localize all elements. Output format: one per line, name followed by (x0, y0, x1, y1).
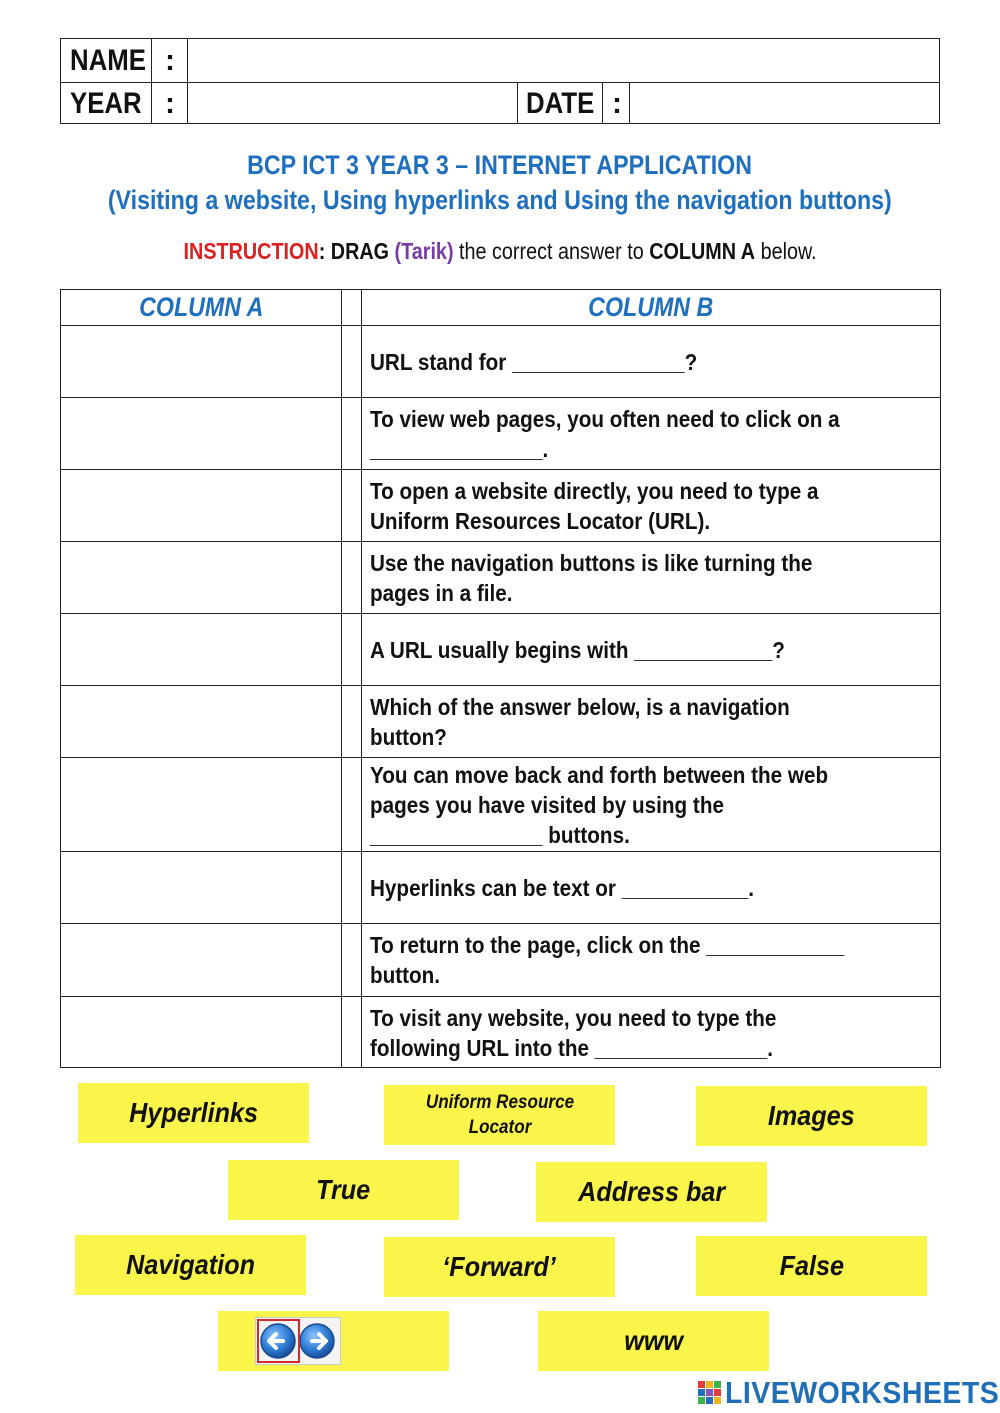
answer-drop-zone[interactable] (61, 997, 341, 1068)
instruction-tarik: (Tarik) (394, 238, 454, 264)
question-cell (370, 997, 936, 1068)
question-text: To view web pages, you often need to click on a _______________. (370, 405, 840, 462)
question-text: To return to the page, click on the ____________ button. (370, 932, 845, 988)
name-colon: : (165, 44, 175, 77)
answer-drop-zone[interactable] (61, 924, 341, 996)
worksheet-subtitle: (Visiting a website, Using hyperlinks and Using the navigation buttons) (108, 185, 892, 215)
question-text: Which of the answer below, is a navigation button? (370, 693, 790, 750)
answer-card-true[interactable]: True (228, 1160, 459, 1220)
year-date-row (61, 82, 939, 124)
worksheet-title: BCP ICT 3 YEAR 3 – INTERNET APPLICATION (247, 150, 753, 180)
question-text: URL stand for _______________? (370, 348, 698, 375)
date-field[interactable] (630, 82, 940, 124)
question-cell (370, 686, 936, 757)
matching-table (60, 289, 941, 1068)
answer-drop-zone[interactable] (61, 326, 341, 397)
answer-drop-zone[interactable] (61, 852, 341, 923)
question-text: To visit any website, you need to type the following URL into the _______________. (370, 1004, 777, 1061)
name-row (61, 39, 939, 83)
answer-card-images[interactable]: Images (696, 1086, 927, 1146)
answer-drop-zone[interactable] (61, 614, 341, 685)
year-label: YEAR (70, 87, 142, 120)
question-text: Hyperlinks can be text or ___________. (370, 874, 754, 901)
forward-arrow-icon (298, 1322, 336, 1360)
answer-card-navigation-icons[interactable] (218, 1311, 449, 1371)
answer-card-address-bar[interactable]: Address bar (536, 1162, 767, 1222)
question-cell (370, 326, 936, 397)
question-cell (370, 924, 936, 996)
question-text: To open a website directly, you need to type a Uniform Resources Locator (URL). (370, 477, 819, 534)
student-info-table (60, 38, 940, 124)
answer-drop-zone[interactable] (61, 470, 341, 541)
liveworksheets-logo-text: LIVEWORKSHEETS (725, 1375, 1000, 1410)
question-cell (370, 852, 936, 923)
instruction-drag: DRAG (330, 238, 389, 264)
answer-card-navigation[interactable]: Navigation (75, 1235, 306, 1295)
date-colon: : (612, 87, 622, 120)
question-text: A URL usually begins with ____________? (370, 636, 785, 663)
instruction-label: INSTRUCTION (183, 238, 319, 264)
answer-drop-zone[interactable] (61, 398, 341, 469)
question-cell (370, 542, 936, 613)
question-cell (370, 758, 936, 851)
question-text: Use the navigation buttons is like turning the pages in a file. (370, 549, 813, 606)
answer-card-www[interactable]: www (538, 1311, 769, 1371)
back-forward-icons (255, 1317, 341, 1365)
answer-card-forward[interactable]: ‘Forward’ (384, 1237, 615, 1297)
date-label: DATE (526, 87, 595, 120)
column-a-header: COLUMN A (138, 292, 264, 322)
year-colon: : (165, 87, 175, 120)
question-cell (370, 470, 936, 541)
instruction: INSTRUCTION: DRAG (Tarik) the correct answer to COLUMN A below. (183, 238, 817, 264)
name-label: NAME (70, 44, 146, 77)
answer-drop-zone[interactable] (61, 758, 341, 851)
liveworksheets-logo-icon (697, 1380, 723, 1406)
answer-card-uniform-resource-locator[interactable]: Uniform Resource Locator (384, 1085, 615, 1145)
answer-card-false[interactable]: False (696, 1236, 927, 1296)
question-text: You can move back and forth between the web pages you have visited by using the _______________ buttons. (370, 761, 829, 848)
question-cell (370, 614, 936, 685)
column-b-header: COLUMN B (588, 292, 714, 322)
answer-drop-zone[interactable] (61, 542, 341, 613)
question-cell (370, 398, 936, 469)
name-field[interactable] (188, 39, 940, 82)
answer-card-hyperlinks[interactable]: Hyperlinks (78, 1083, 309, 1143)
answer-drop-zone[interactable] (61, 686, 341, 757)
liveworksheets-logo (697, 1375, 1000, 1411)
year-field[interactable] (188, 82, 517, 124)
